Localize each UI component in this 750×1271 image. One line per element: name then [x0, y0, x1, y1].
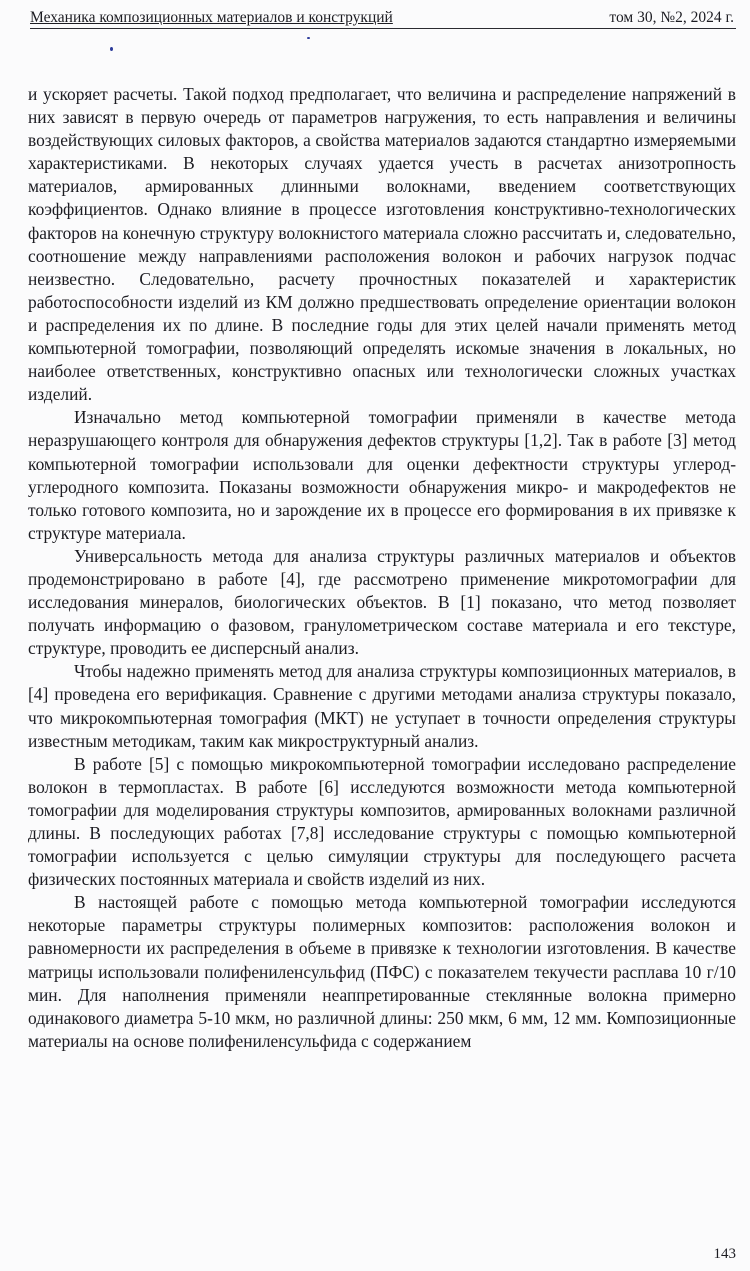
- scan-speck: [110, 47, 113, 51]
- page-number: 143: [713, 1246, 736, 1262]
- journal-title: Механика композиционных материалов и конструкций: [30, 9, 393, 26]
- paragraph: В настоящей работе с помощью метода компьютерной томографии исследуются некоторые параметры структуры полимерных композитов: расположения волокон и равномерности их распределения в объеме в привязке к технологии изготовления. В качестве матрицы использовали полифениленсульфид (ПФС) с показателем текучести расплава 10 г/10 мин. Для наполнения применяли неаппретированные стеклянные волокна примерно одинакового диаметра 5-10 мкм, но различной длины: 250 мкм, 6 мм, 12 мм. Композиционные материалы на основе полифениленсульфида с содержанием: [28, 892, 736, 1051]
- issue-info: том 30, №2, 2024 г.: [609, 9, 734, 26]
- article-body: [28, 83, 736, 1053]
- paragraph: В работе [5] с помощью микрокомпьютерной томографии исследовано распределение волокон в термопластах. В работе [6] исследуются возможности метода компьютерной томографии для моделирования структуры композитов, армированных волокнами различной длины. В последующих работах [7,8] исследование структуры с помощью компьютерной томографии используется с целью симуляции структуры для последующего расчета физических постоянных материала и свойств изделий из них.: [28, 753, 736, 890]
- paragraph: Универсальность метода для анализа структуры различных материалов и объектов продемонстрировано в работе [4], где рассмотрено применение микротомографии для исследования минералов, биологических объектов. В [1] показано, что метод позволяет получать информацию о фазовом, гранулометрическом составе материала и его текстуре, структуре, проводить ее дисперсный анализ.: [28, 545, 736, 659]
- running-header: [30, 8, 736, 29]
- scan-speck: [307, 37, 310, 39]
- paragraph: Изначально метод компьютерной томографии применяли в качестве метода неразрушающего контроля для обнаружения дефектов структуры [1,2]. Так в работе [3] метод компьютерной томографии использовали для оценки дефектности структуры углерод-углеродного композита. Показаны возможности обнаружения микро- и макродефектов не только готового композита, но и зарождение их в процессе его формирования в их привязке к структуре материала.: [28, 407, 736, 543]
- paragraph-continuation: и ускоряет расчеты. Такой подход предполагает, что величина и распределение напряжений в них зависят в первую очередь от параметров нагружения, то есть направления и величины воздействующих силовых факторов, а свойства материалов задаются стандартно измеряемыми характеристиками. В некоторых случаях удается учесть в расчетах анизотропность материалов, армированных длинными волокнами, введением соответствующих коэффициентов. Однако влияние в процессе изготовления конструктивно-технологических факторов на конечную структуру волокнистого материала сложно рассчитать и, следовательно, соотношение между направлениями расположения волокон и рабочих нагрузок подчас неизвестно. Следовательно, расчету прочностных показателей и характеристик работоспособности изделий из КМ должно предшествовать определение ориентации волокон и распределения их по длине. В последние годы для этих целей начали применять метод компьютерной томографии, позволяющий определять искомые значения в локальных, но наиболее ответственных, конструктивно опасных или технологически сложных участках изделий.: [28, 84, 736, 405]
- paragraph: Чтобы надежно применять метод для анализа структуры композиционных материалов, в [4] проведена его верификация. Сравнение с другими методами анализа структуры показало, что микрокомпьютерная томография (МКТ) не уступает в точности определения структуры известным методикам, таким как микроструктурный анализ.: [28, 661, 736, 751]
